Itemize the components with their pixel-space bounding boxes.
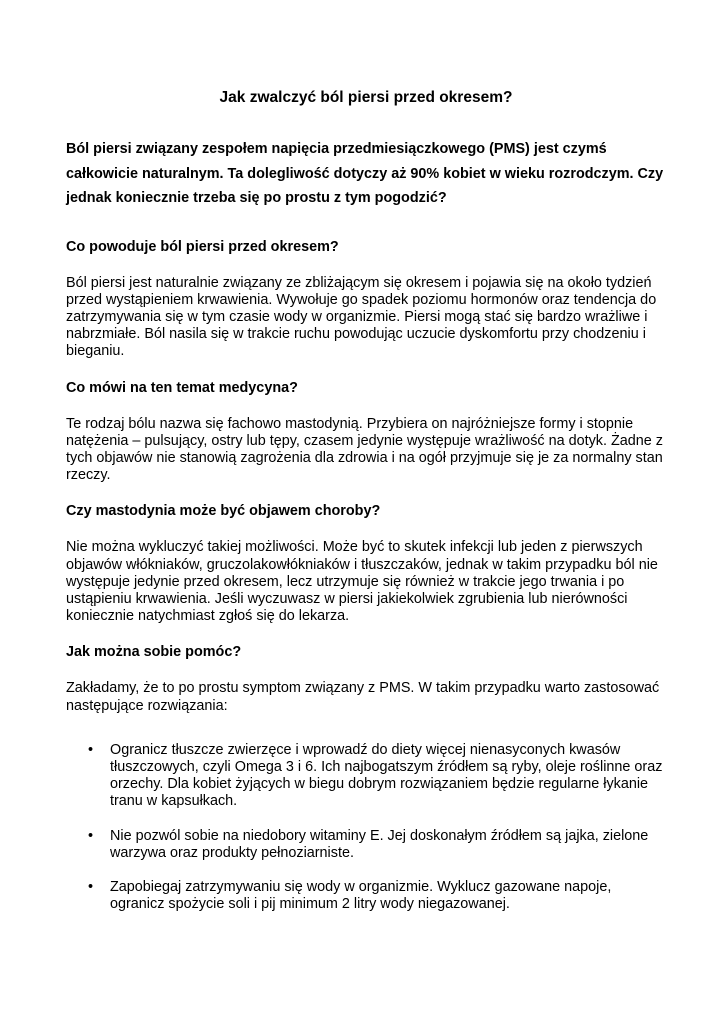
list-item <box>66 879 666 913</box>
bullet-icon: • <box>88 741 94 758</box>
bullet-icon: • <box>88 827 94 844</box>
section-text-causes: Ból piersi jest naturalnie związany ze zbliżającym się okresem i pojawia się na około tydzień przed wystąpieniem krwawienia. Wywołuje go spadek poziomu hormonów oraz tendencja do zatrzymywania się w tym czasie wody w organizmie. Piersi mogą stać się bardzo wrażliwe i nabrzmiałe. Ból nasila się w trakcie ruchu powodując uczucie dyskomfortu przy chodzeniu i bieganiu. <box>66 274 657 360</box>
list-item <box>66 742 666 811</box>
section-text-help: Zakładamy, że to po prostu symptom związany z PMS. W takim przypadku warto zastosować następujące rozwiązania: <box>66 680 660 714</box>
section-text-medicine: Te rodzaj bólu nazwa się fachowo mastodynią. Przybiera on najróżniejsze formy i stopnie natężenia – pulsujący, ostry lub tępy, czasem jedynie występuje wrażliwość na dotyk. Żadne z tych objawów nie stanowią zagrożenia dla zdrowia i na ogół przyjmuje się je za normalny stan rzeczy. <box>66 415 663 484</box>
recommendation-list <box>66 742 666 914</box>
section-heading-causes: Co powoduje ból piersi przed okresem? <box>66 238 339 255</box>
section-heading-medicine: Co mówi na ten temat medycyna? <box>66 379 298 396</box>
section-text-disease: Nie można wykluczyć takiej możliwości. Może być to skutek infekcji lub jeden z pierwszych objawów włókniaków, gruczolakowłókniaków i tłuszczaków, jednak w takim przypadku ból nie występuje jedynie przed okresem, lecz utrzymuje się również w trakcie jego trwania i po ustąpieniu krwawienia. Jeśli wyczuwasz w piersi jakiekolwiek zgrubienia lub nierówności koniecznie natychmiast zgłoś się do lekarza. <box>66 539 658 625</box>
list-item-text: Zapobiegaj zatrzymywaniu się wody w organizmie. Wyklucz gazowane napoje, ogranicz spożycie soli i pij minimum 2 litry wody niegazowanej. <box>110 878 612 913</box>
document-page <box>66 88 666 930</box>
lead-paragraph: Ból piersi związany zespołem napięcia przedmiesiączkowego (PMS) jest czymś całkowicie naturalnym. Ta dolegliwość dotyczy aż 90% kobiet w wieku rozrodczym. Czy jednak koniecznie trzeba się po prostu z tym pogodzić? <box>66 141 664 206</box>
document-title: Jak zwalczyć ból piersi przed okresem? <box>219 89 513 106</box>
section-heading-disease: Czy mastodynia może być objawem choroby? <box>66 503 381 520</box>
list-item <box>66 828 666 862</box>
section-heading-help: Jak można sobie pomóc? <box>66 644 242 661</box>
bullet-icon: • <box>88 878 94 895</box>
list-item-text: Nie pozwól sobie na niedobory witaminy E. Jej doskonałym źródłem są jajka, zielone warzywa oraz produkty pełnoziarniste. <box>110 827 649 861</box>
list-item-text: Ogranicz tłuszcze zwierzęce i wprowadź do diety więcej nienasyconych kwasów tłuszczowych, czyli Omega 3 i 6. Ich najbogatszym źródłem są ryby, oleje roślinne oraz orzechy. Dla kobiet żyjących w biegu dobrym rozwiązaniem będzie regularne łykanie tranu w kapsułkach. <box>110 741 663 810</box>
